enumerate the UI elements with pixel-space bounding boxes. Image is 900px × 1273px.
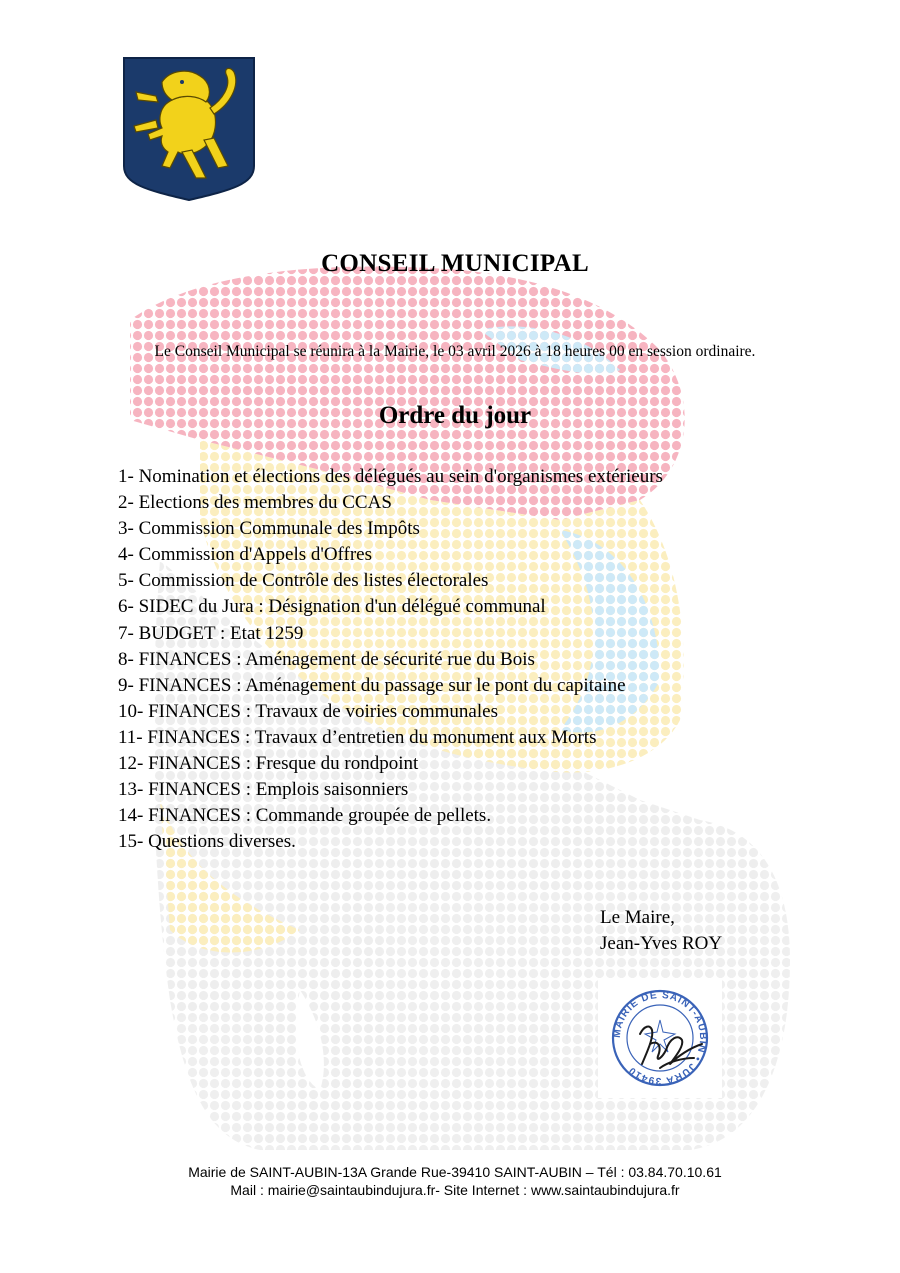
agenda-item: 3- Commission Communale des Impôts bbox=[118, 518, 420, 540]
agenda-list bbox=[118, 464, 663, 855]
svg-text:MAIRIE DE SAINT-AUBIN • JURA 3: MAIRIE DE SAINT-AUBIN • JURA 39410 bbox=[611, 989, 709, 1087]
agenda-item: 2- Elections des membres du CCAS bbox=[118, 492, 392, 514]
footer-contact: Mail : mairie@saintaubindujura.fr- Site Internet : www.saintaubindujura.fr bbox=[230, 1182, 680, 1198]
agenda-item: 12- FINANCES : Fresque du rondpoint bbox=[118, 753, 419, 775]
agenda-item: 7- BUDGET : Etat 1259 bbox=[118, 622, 304, 644]
signatory-role: Le Maire, bbox=[600, 907, 675, 928]
agenda-item: 6- SIDEC du Jura : Désignation d'un délégué communal bbox=[118, 596, 546, 618]
agenda-item: 1- Nomination et élections des délégués au sein d'organismes extérieurs bbox=[118, 466, 663, 487]
agenda-item: 5- Commission de Contrôle des listes électorales bbox=[118, 570, 489, 592]
agenda-item: 13- FINANCES : Emplois saisonniers bbox=[118, 779, 409, 801]
agenda-item: 8- FINANCES : Aménagement de sécurité rue du Bois bbox=[118, 648, 535, 670]
agenda-item: 11- FINANCES : Travaux d’entretien du monument aux Morts bbox=[118, 726, 597, 748]
meeting-announcement: Le Conseil Municipal se réunira à la Mairie, le 03 avril 2026 à 18 heures 00 en session ordinaire. bbox=[154, 343, 756, 360]
agenda-item: 10- FINANCES : Travaux de voiries communales bbox=[118, 700, 498, 722]
page-title: CONSEIL MUNICIPAL bbox=[321, 250, 589, 277]
agenda-item: 15- Questions diverses. bbox=[118, 831, 296, 853]
signatory-name: Jean-Yves ROY bbox=[600, 933, 723, 954]
footer-address: Mairie de SAINT-AUBIN-13A Grande Rue-39410 SAINT-AUBIN – Tél : 03.84.70.10.61 bbox=[188, 1164, 722, 1180]
stamp-icon bbox=[598, 978, 722, 1098]
agenda-item: 9- FINANCES : Aménagement du passage sur le pont du capitaine bbox=[118, 674, 626, 696]
crest-icon bbox=[122, 56, 256, 202]
footer bbox=[0, 1163, 900, 1199]
agenda-title: Ordre du jour bbox=[378, 402, 532, 429]
signature-block bbox=[600, 905, 722, 957]
agenda-item: 4- Commission d'Appels d'Offres bbox=[118, 544, 373, 566]
agenda-item: 14- FINANCES : Commande groupée de pellets. bbox=[118, 805, 492, 827]
